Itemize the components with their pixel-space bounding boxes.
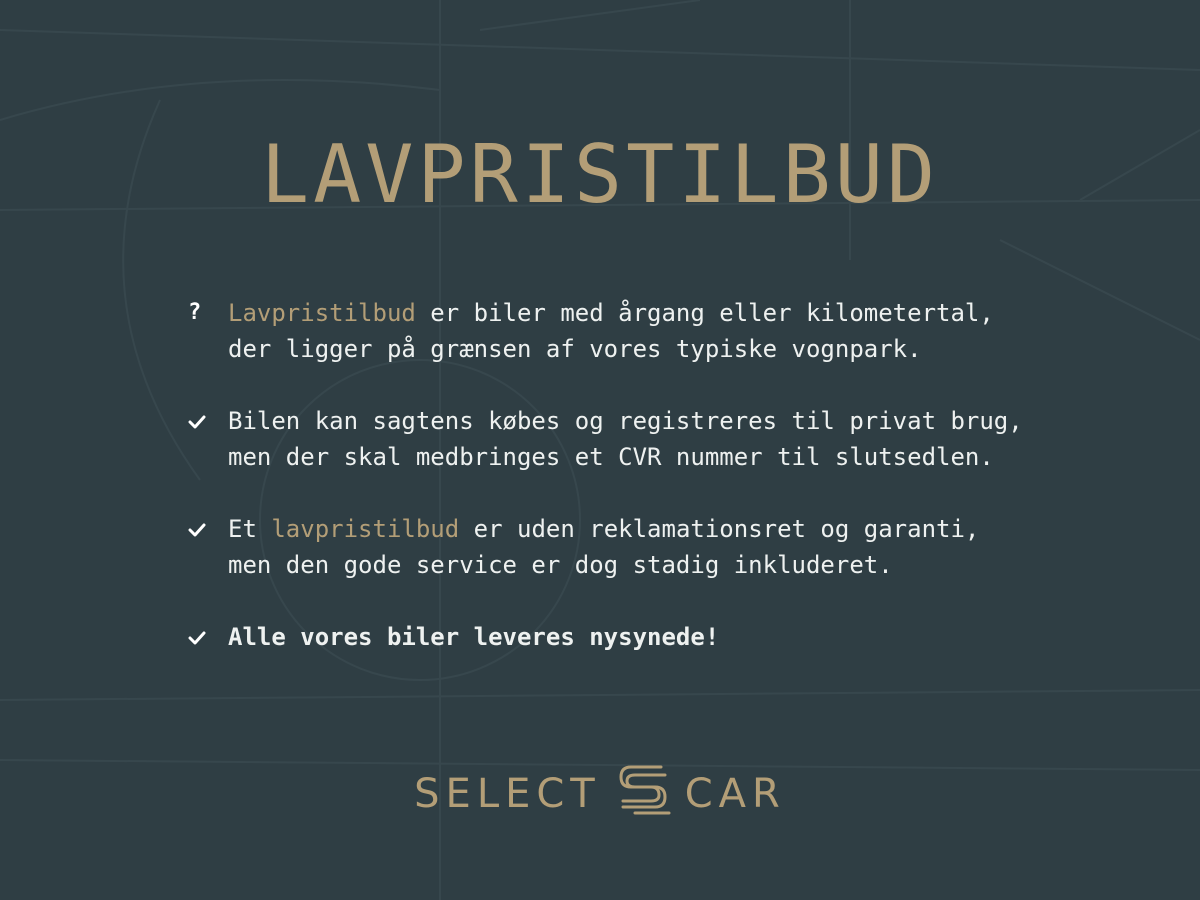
- check-icon: [180, 403, 228, 429]
- list-item: [180, 403, 1120, 475]
- text-segment: er uden reklamationsret og garanti, men den gode service er dog stadig inkluderet.: [228, 515, 980, 579]
- logo-text-car: CAR: [684, 771, 786, 817]
- info-list: [180, 295, 1120, 691]
- list-item: [180, 619, 1120, 655]
- list-item-text: [228, 619, 719, 655]
- logo-text-select: SELECT: [414, 771, 601, 817]
- highlight-term: Lavpristilbud: [228, 299, 416, 327]
- check-icon: [180, 619, 228, 645]
- list-item-text: [228, 511, 979, 583]
- check-icon: [180, 511, 228, 537]
- list-item-text: [228, 295, 994, 367]
- text-segment: Alle vores biler leveres nysynede!: [228, 623, 720, 651]
- question-mark-icon: ?: [188, 300, 202, 325]
- sc-monogram-icon: [611, 757, 675, 831]
- list-item: [180, 295, 1120, 367]
- list-item: [180, 511, 1120, 583]
- select-car-logo: [360, 762, 840, 826]
- page-title: LAVPRISTILBUD: [260, 128, 940, 221]
- text-segment: Bilen kan sagtens købes og registreres til privat brug, men der skal medbringes et CVR nummer til slutsedlen.: [228, 407, 1023, 471]
- list-item-text: [228, 403, 1023, 475]
- text-segment: Et: [228, 515, 272, 543]
- text-segment: er biler med årgang eller kilometertal, der ligger på grænsen af vores typiske vognpark.: [228, 299, 994, 363]
- highlight-term: lavpristilbud: [271, 515, 460, 543]
